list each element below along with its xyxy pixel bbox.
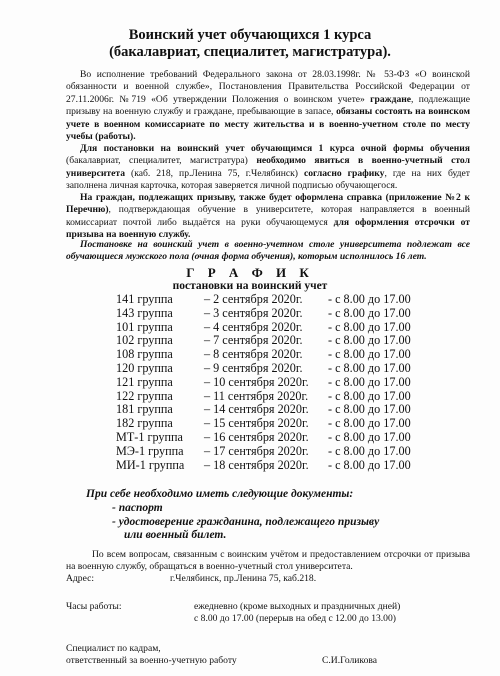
schedule-row	[112, 459, 432, 473]
group-cell: 101 группа	[116, 319, 173, 334]
date-cell: – 14 сентября 2020г.	[204, 402, 309, 417]
group-cell: МИ-1 группа	[116, 457, 185, 472]
schedule-row	[112, 307, 432, 321]
required-documents	[86, 488, 379, 543]
group-cell: 122 группа	[116, 388, 173, 403]
time-cell: - с 8.00 до 17.00	[328, 402, 411, 417]
date-cell: – 17 сентября 2020г.	[204, 443, 309, 458]
document-item-certificate: - удостоверение гражданина, подлежащего призыву	[112, 515, 380, 528]
time-cell: - с 8.00 до 17.00	[328, 457, 411, 472]
group-cell: 181 группа	[116, 402, 173, 417]
schedule-heading: Г Р А Ф И К	[186, 265, 314, 280]
eligibility-paragraph: Постановке на воинский учет в военно-учетном столе университета подлежат все обучающиеся мужского пола (очная форма обучения), которым исполнилось 16 лет.	[66, 239, 470, 263]
schedule-row	[112, 348, 432, 362]
date-cell: – 18 сентября 2020г.	[204, 457, 309, 472]
time-cell: - с 8.00 до 17.00	[328, 333, 411, 348]
date-cell: – 10 сентября 2020г.	[204, 374, 309, 389]
hours-line1: ежедневно (кроме выходных и праздничных дней)	[194, 601, 401, 612]
date-cell: – 8 сентября 2020г.	[204, 347, 303, 362]
group-cell: 102 группа	[116, 333, 173, 348]
group-cell: 120 группа	[116, 360, 173, 375]
schedule-row	[112, 334, 432, 348]
date-cell: – 2 сентября 2020г.	[204, 292, 303, 306]
hours-line2: с 8.00 до 17.00 (перерыв на обед с 12.00 до 13.00)	[194, 613, 396, 624]
signer-name: С.И.Голикова	[322, 655, 378, 666]
date-cell: – 4 сентября 2020г.	[204, 319, 303, 334]
time-cell: - с 8.00 до 17.00	[328, 292, 411, 306]
group-cell: 141 группа	[116, 292, 173, 306]
time-cell: - с 8.00 до 17.00	[328, 305, 411, 320]
time-cell: - с 8.00 до 17.00	[328, 388, 411, 403]
intro-paragraph: Во исполнение требований Федерального закона от 28.03.1998г. № 53-ФЗ «О воинской обязанности и военной службе», Постановления Правительства Российской Федерации от 27.11.2006г. №719 «Об утверждении Положения о воинском учете» граждане, подлежащие призыву на военную службу и граждане, пребывающие в запасе, обязаны состоять на воинском учете в военном комиссариате по месту жительства и в военно-учетном столе по месту учебы (работы).	[66, 69, 470, 143]
signer-title-line1: Специалист по кадрам,	[66, 643, 161, 654]
schedule-row	[112, 431, 432, 445]
time-cell: - с 8.00 до 17.00	[328, 429, 411, 444]
document-item-military-id: или военный билет.	[124, 529, 227, 542]
date-cell: – 15 сентября 2020г.	[204, 416, 309, 431]
document-item-passport: - паспорт	[112, 501, 163, 514]
schedule-row	[112, 445, 432, 459]
time-cell: - с 8.00 до 17.00	[328, 374, 411, 389]
document-title: Воинский учет обучающихся 1 курса	[128, 27, 372, 43]
group-cell: МЭ-1 группа	[116, 443, 184, 458]
address-value: г.Челябинск, пр.Ленина 75, каб.218.	[170, 573, 317, 584]
group-cell: 108 группа	[116, 347, 173, 362]
time-cell: - с 8.00 до 17.00	[328, 416, 411, 431]
document-subtitle: (бакалавриат, специалитет, магистратура).	[109, 44, 391, 60]
time-cell: - с 8.00 до 17.00	[328, 360, 411, 375]
schedule-row	[112, 417, 432, 431]
hours-label: Часы работы:	[66, 601, 122, 612]
schedule-row	[112, 293, 432, 307]
registration-paragraph: Для постановки на воинский учет обучающимся 1 курса очной формы обучения (бакалавриат, специалитет, магистратура) необходимо явиться в военно-учетный стол университета (каб. 218, пр.Ленина 75, г.Челябинск) согласно графику, где на них будет заполнена личная карточка, которая заверяется личной подписью обучающегося.	[66, 143, 470, 192]
certificate-paragraph: На граждан, подлежащих призыву, также будет оформлена справка (приложение №2 к Перечню), подтверждающая обучение в университете, которая направляется в военный комиссариат почтой либо выдаётся на руки обучающемуся для оформления отсрочки от призыва на военную службу.	[66, 192, 470, 241]
contact-paragraph: По всем вопросам, связанным с воинским учётом и предоставлением отсрочки от призыва на военную службу, обращаться в военно-учетный стол университета.	[66, 549, 470, 573]
date-cell: – 7 сентября 2020г.	[204, 333, 303, 348]
time-cell: - с 8.00 до 17.00	[328, 347, 411, 362]
group-cell: 121 группа	[116, 374, 173, 389]
group-cell: МТ-1 группа	[116, 429, 183, 444]
schedule-row	[112, 362, 432, 376]
schedule-table	[112, 293, 432, 472]
group-cell: 143 группа	[116, 305, 173, 320]
schedule-row	[112, 390, 432, 404]
schedule-row	[112, 403, 432, 417]
signer-title-line2: ответственный за военно-учетную работу	[66, 655, 237, 666]
date-cell: – 9 сентября 2020г.	[204, 360, 303, 375]
time-cell: - с 8.00 до 17.00	[328, 443, 411, 458]
group-cell: 182 группа	[116, 416, 173, 431]
address-label: Адрес:	[66, 573, 95, 584]
time-cell: - с 8.00 до 17.00	[328, 319, 411, 334]
schedule-subheading: постановки на воинский учет	[172, 280, 328, 292]
date-cell: – 11 сентября 2020г.	[204, 388, 309, 403]
date-cell: – 3 сентября 2020г.	[204, 305, 303, 320]
date-cell: – 16 сентября 2020г.	[204, 429, 309, 444]
schedule-row	[112, 321, 432, 335]
schedule-row	[112, 376, 432, 390]
documents-intro: При себе необходимо иметь следующие документы:	[86, 488, 354, 500]
